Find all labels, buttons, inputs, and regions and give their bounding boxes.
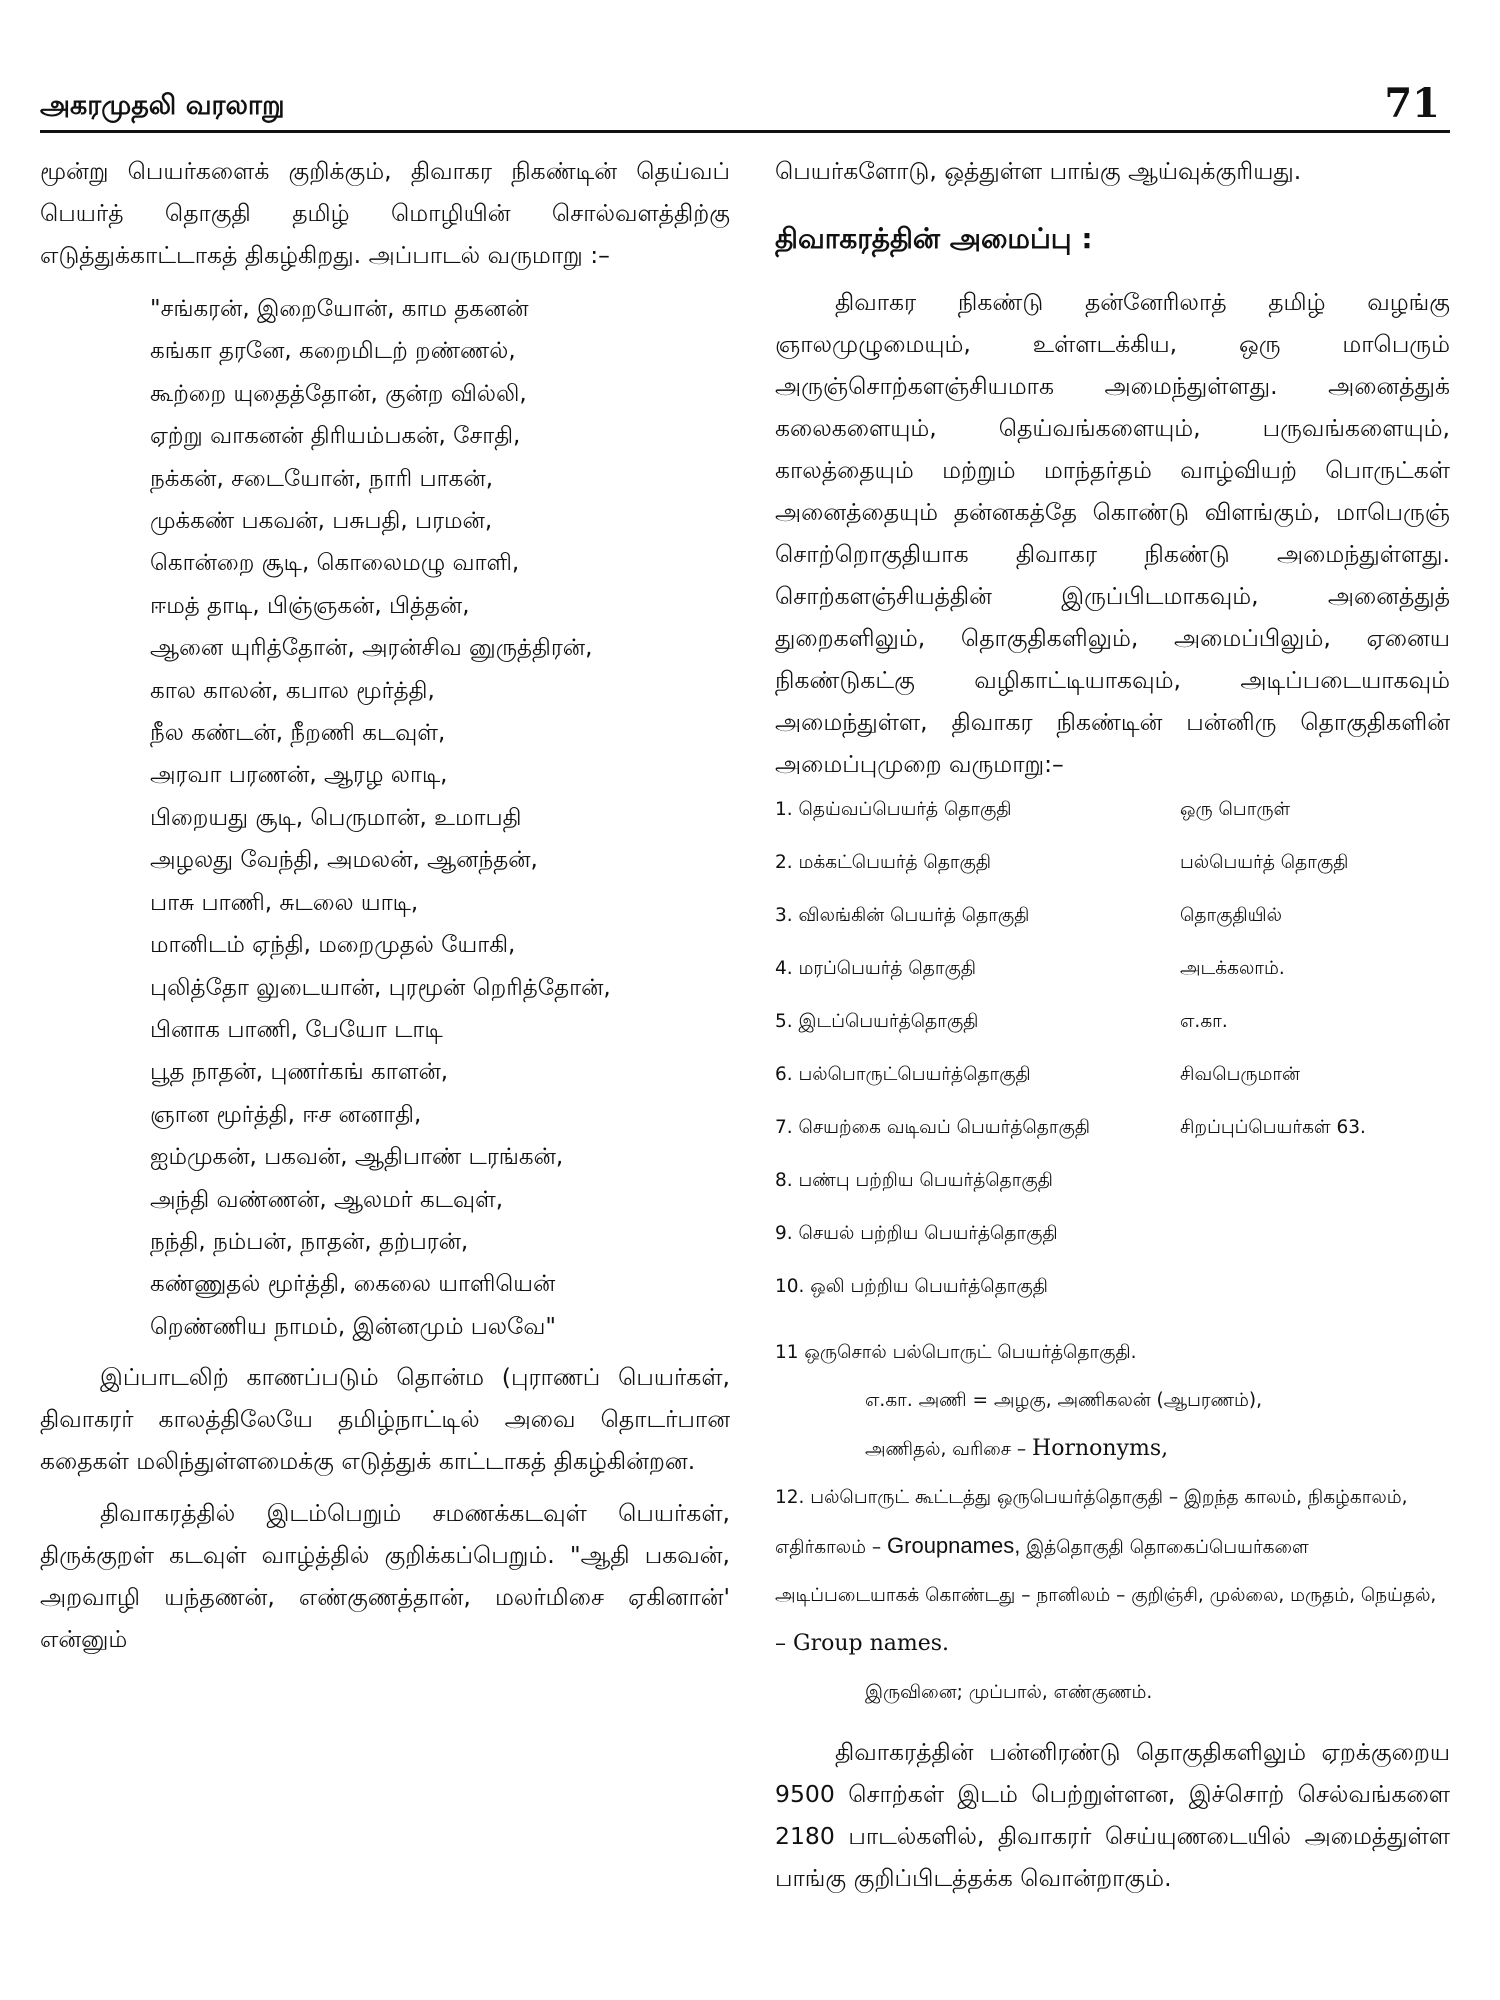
list-item	[775, 1011, 1450, 1064]
list-item-12-line-5: இருவினை; முப்பால், எண்குணம்.	[865, 1682, 1153, 1703]
verse-line: கண்ணுதல் மூர்த்தி, கைலை யாளியென்	[150, 1271, 556, 1298]
paragraph-myth-names: இப்பாடலிற் காணப்படும் தொன்ம (புராணப் பெயர்கள், திவாகரர் காலத்திலேயே தமிழ்நாட்டில் அவை தொடர்பான கதைகள் மலிந்துள்ளமைக்கு எடுத்துக் காட்டாகத் திகழ்கின்றன.	[40, 1363, 730, 1476]
item12-group-names: – Group names.	[775, 1631, 950, 1656]
paragraph-jain-names: திவாகரத்தில் இடம்பெறும் சமணக்கடவுள் பெயர்கள், திருக்குறள் கடவுள் வாழ்த்தில் குறிக்கப்பெறும். "ஆதி பகவன், அறவாழி யந்தணன், எண்குணத்தான், மலர்மிசை ஏகினான்' என்னும்	[40, 1499, 730, 1654]
verse-line: ஐம்முகன், பகவன், ஆதிபாண் டரங்கன்,	[150, 1144, 564, 1171]
verse-line: மானிடம் ஏந்தி, மறைமுதல் யோகி,	[150, 932, 516, 959]
list-item-label: 2. மக்கட்பெயர்த் தொகுதி	[775, 852, 992, 873]
verse-line: ஞான மூர்த்தி, ஈச னனாதி,	[150, 1101, 422, 1128]
verse-line: அரவா பரணன், ஆரழ லாடி,	[150, 762, 448, 789]
verse-line: கங்கா தரனே, கறைமிடற் றண்ணல்,	[150, 338, 516, 365]
example-line-1: எ.கா. அணி = அழகு, அணிகலன் (ஆபரணம்),	[865, 1390, 1263, 1411]
list-item	[775, 905, 1450, 958]
list-item-12-line-2	[775, 1522, 1450, 1572]
section-list	[775, 799, 1450, 1329]
running-title: அகரமுதலி வரலாறு	[40, 90, 285, 121]
section-heading: திவாகரத்தின் அமைப்பு :	[775, 222, 1093, 255]
verse-line: முக்கண் பகவன், பசுபதி, பரமன்,	[150, 508, 493, 535]
list-item-note: எ.கா.	[1180, 1011, 1228, 1032]
list-item-label: 1. தெய்வப்பெயர்த் தொகுதி	[775, 799, 1012, 820]
list-item-note: தொகுதியில்	[1180, 905, 1282, 926]
list-item-label: 7. செயற்கை வடிவப் பெயர்த்தொகுதி	[775, 1117, 1090, 1138]
list-item	[775, 1117, 1450, 1170]
list-item-note: ஒரு பொருள்	[1180, 799, 1291, 820]
list-item-label: 9. செயல் பற்றிய பெயர்த்தொகுதி	[775, 1223, 1058, 1244]
header-rule	[40, 130, 1450, 133]
right-column	[775, 150, 1450, 1899]
list-item-label: 8. பண்பு பற்றிய பெயர்த்தொகுதி	[775, 1170, 1053, 1191]
verse-line: பூத நாதன், புணர்கங் காளன்,	[150, 1059, 449, 1086]
verse-line: றெண்ணிய நாமம், இன்னமும் பலவே"	[150, 1313, 556, 1340]
list-item	[775, 1170, 1450, 1223]
verse-line: நந்தி, நம்பன், நாதன், தற்பரன்,	[150, 1228, 469, 1255]
left-column	[40, 150, 730, 1660]
list-item-label: 4. மரப்பெயர்த் தொகுதி	[775, 958, 976, 979]
list-item-12-line-3: அடிப்படையாகக் கொண்டது – நானிலம் – குறிஞ்சி, முல்லை, மருதம், நெய்தல்,	[775, 1585, 1437, 1606]
list-item	[775, 799, 1450, 852]
list-item-12-line-4	[775, 1620, 1450, 1669]
verse-line: ஈமத் தாடி, பிஞ்ஞகன், பித்தன்,	[150, 592, 470, 619]
example-line-2	[775, 1425, 1450, 1474]
list-item-note: அடக்கலாம்.	[1180, 958, 1285, 979]
list-item	[775, 1064, 1450, 1117]
example-line-2-english: Hornonyms,	[1032, 1436, 1169, 1461]
verse-line: அழலது வேந்தி, அமலன், ஆனந்தன்,	[150, 847, 538, 874]
list-item-11: 11 ஒருசொல் பல்பொருட் பெயர்த்தொகுதி.	[775, 1342, 1137, 1363]
page-header	[40, 80, 1450, 130]
structure-paragraph: திவாகர நிகண்டு தன்னேரிலாத் தமிழ் வழங்கு ஞாலமுழுமையும், உள்ளடக்கிய, ஒரு மாபெரும் அருஞ்சொற்களஞ்சியமாக அமைந்துள்ளது. அனைத்துக் கலைகளையும், தெய்வங்களையும், பருவங்களையும், காலத்தையும் மற்றும் மாந்தர்தம் வாழ்வியற் பொருட்கள் அனைத்தையும் தன்னகத்தே கொண்டு விளங்கும், மாபெருஞ் சொற்றொகுதியாக திவாகர நிகண்டு அமைந்துள்ளது. சொற்களஞ்சியத்தின் இருப்பிடமாகவும், அனைத்துத் துறைகளிலும், தொகுதிகளிலும், அமைப்பிலும், ஏனைய நிகண்டுகட்கு வழிகாட்டியாகவும், அடிப்படையாகவும் அமைந்துள்ள, திவாகர நிகண்டின் பன்னிரு தொகுதிகளின் அமைப்புமுறை வருமாறு:–	[775, 288, 1450, 778]
verse-line: கால காலன், கபால மூர்த்தி,	[150, 677, 435, 704]
list-item	[775, 852, 1450, 905]
list-item-label: 6. பல்பொருட்பெயர்த்தொகுதி	[775, 1064, 1031, 1085]
verse-line: ஆனை யுரித்தோன், அரன்சிவ னுருத்திரன்,	[150, 635, 593, 662]
verse-line: பிறையது சூடி, பெருமான், உமாபதி	[150, 804, 522, 831]
example-line-2-tamil: அணிதல், வரிசை –	[865, 1439, 1033, 1460]
page-number: 71	[1384, 80, 1440, 127]
verse-line: ஏற்று வாகனன் திரியம்பகன், சோதி,	[150, 423, 521, 450]
list-item-note: சிறப்புப்பெயர்கள் 63.	[1180, 1117, 1366, 1138]
verse-line: பினாக பாணி, பேயோ டாடி	[150, 1016, 443, 1043]
item12-tamil-a: எதிர்காலம் –	[775, 1537, 888, 1558]
item12-english: Groupnames,	[887, 1533, 1021, 1558]
verse-block	[150, 288, 730, 1348]
verse-line: கொன்றை சூடி, கொலைமழு வாளி,	[150, 550, 520, 577]
verse-line: நீல கண்டன், நீறணி கடவுள்,	[150, 720, 446, 747]
list-item-label: 5. இடப்பெயர்த்தொகுதி	[775, 1011, 979, 1032]
verse-line: அந்தி வண்ணன், ஆலமர் கடவுள்,	[150, 1186, 504, 1213]
verse-line: "சங்கரன், இறையோன், காம தகனன்	[150, 296, 529, 322]
list-item	[775, 958, 1450, 1011]
list-item	[775, 1223, 1450, 1276]
continuation-line: பெயர்களோடு, ஒத்துள்ள பாங்கு ஆய்வுக்குரியது.	[775, 157, 1302, 185]
list-item-12: 12. பல்பொருட் கூட்டத்து ஒருபெயர்த்தொகுதி – இறந்த காலம், நிகழ்காலம்,	[775, 1487, 1408, 1508]
list-item	[775, 1276, 1450, 1329]
verse-line: பாசு பாணி, சுடலை யாடி,	[150, 889, 419, 916]
list-item-label: 3. விலங்கின் பெயர்த் தொகுதி	[775, 905, 1030, 926]
list-item-label: 10. ஒலி பற்றிய பெயர்த்தொகுதி	[775, 1276, 1048, 1297]
item12-tamil-b: இத்தொகுதி தொகைப்பெயர்களை	[1020, 1537, 1309, 1558]
verse-line: நக்கன், சடையோன், நாரி பாகன்,	[150, 465, 494, 492]
summary-paragraph: திவாகரத்தின் பன்னிரண்டு தொகுதிகளிலும் ஏறக்குறைய 9500 சொற்கள் இடம் பெற்றுள்ளன, இச்சொற் செல்வங்களை 2180 பாடல்களில், திவாகரர் செய்யுணடையில் அமைத்துள்ள பாங்கு குறிப்பிடத்தக்க வொன்றாகும்.	[775, 1738, 1450, 1892]
list-item-note: சிவபெருமான்	[1180, 1064, 1300, 1085]
intro-paragraph: மூன்று பெயர்களைக் குறிக்கும், திவாகர நிகண்டின் தெய்வப் பெயர்த் தொகுதி தமிழ் மொழியின் சொல்வளத்திற்கு எடுத்துக்காட்டாகத் திகழ்கிறது. அப்பாடல் வருமாறு :–	[40, 157, 730, 269]
verse-line: கூற்றை யுதைத்தோன், குன்ற வில்லி,	[150, 380, 527, 407]
verse-line: புலித்தோ லுடையான், புரமூன் றெரித்தோன்,	[150, 974, 611, 1001]
list-item-note: பல்பெயர்த் தொகுதி	[1180, 852, 1349, 873]
